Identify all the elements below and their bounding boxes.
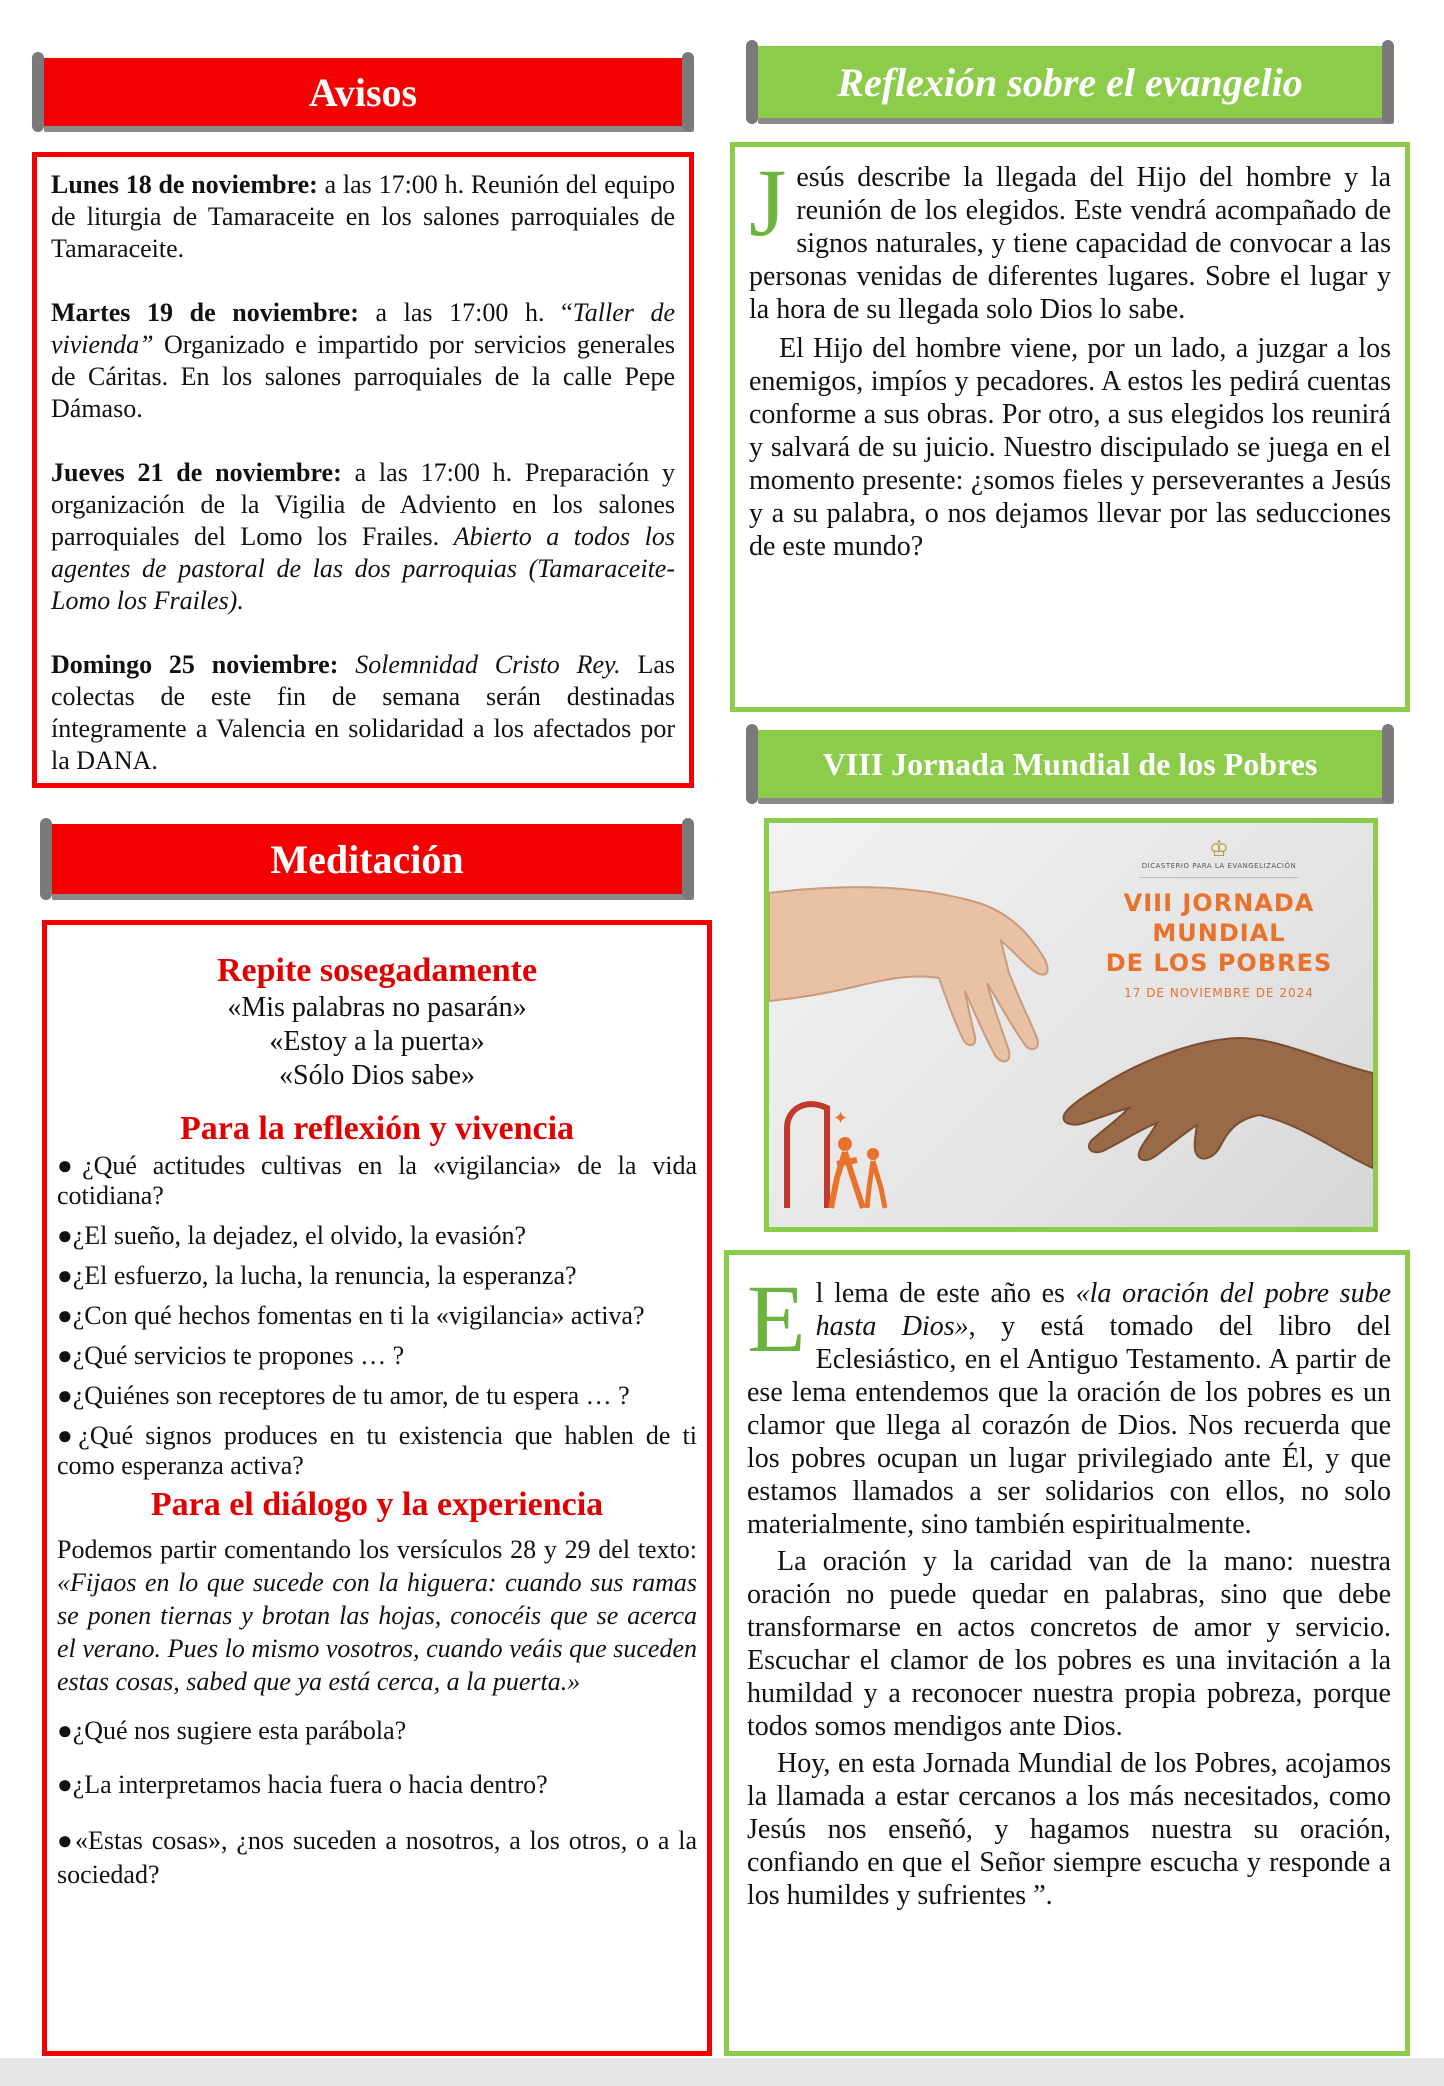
jornada-logo — [787, 1104, 885, 1208]
meditacion-box — [42, 920, 712, 2056]
dialogo-bullet: ●«Estas cosas», ¿nos suceden a nosotros, a los otros, o a la sociedad? — [57, 1826, 697, 1889]
reflexion-paragraph: Jesús describe la llegada del Hijo del hombre y la reunión de los elegidos. Este vendrá acompañado de signos naturales, y tiene capacidad de convocar a las personas venidas de diferentes lugares. Sobre el lugar y la hora de su llegada solo Dios lo sabe. — [749, 149, 1391, 325]
poster-headline: VIII JORNADA MUNDIAL DE LOS POBRES — [1105, 889, 1333, 977]
dialogo-bullet: ●¿Qué nos sugiere esta parábola? — [57, 1716, 407, 1745]
jornada-paragraph: La oración y la caridad van de la mano: nuestra oración no puede quedar en palabras, sino que debe transformarse en actos concretos de amor y servicio. Escuchar el clamor de los pobres es una invitación a la humildad y a reconocer nuestra propia pobreza, porque todos somos mendigos ante Dios. — [747, 1546, 1391, 1742]
reflexion-bullet: ●¿Qué signos produces en tu existencia que hablen de ti como esperanza activa? — [57, 1421, 697, 1480]
aviso-item: Lunes 18 de noviembre: a las 17:00 h. Reunión del equipo de liturgia de Tamaraceite en los salones parroquiales de Tamaraceite. — [51, 170, 676, 263]
vatican-crest-icon: ♔ — [1209, 836, 1229, 861]
repite-line: «Sólo Dios sabe» — [279, 1060, 475, 1091]
dialogo-bullet: ●¿La interpretamos hacia fuera o hacia dentro? — [57, 1770, 548, 1799]
avisos-box — [32, 152, 694, 788]
repite-line: «Mis palabras no pasarán» — [227, 992, 527, 1023]
reflexion-bullet: ●¿Qué actitudes cultivas en la «vigilancia» de la vida cotidiana? — [57, 1151, 697, 1210]
reflexion-box — [730, 142, 1410, 712]
meditacion-banner — [46, 824, 688, 894]
dialogo-text: Podemos partir comentando los versículos 28 y 29 del texto: «Fijaos en lo que sucede con la higuera: cuando sus ramas se ponen tiernas y brotan las hojas, conocéis que se acerca el verano. Pues lo mismo vosotros, cuando veáis que suceden estas cosas, sabed que ya está cerca, a la puerta.» — [57, 1535, 697, 1696]
aviso-item: Domingo 25 noviembre: Solemnidad Cristo Rey. Las colectas de este fin de semana serán destinadas íntegramente a Valencia en solidaridad a los afectados por la DANA. — [51, 650, 675, 775]
jornada-paragraph: Hoy, en esta Jornada Mundial de los Pobres, acojamos la llamada a estar cercanos a los más necesitados, como Jesús nos enseñó, y hagamos nuestra su oración, confiando en que el Señor siempre escucha y responde a los humildes y sufrientes ”. — [747, 1748, 1391, 1911]
dropcap-e: E — [747, 1265, 806, 1372]
avisos-title: Avisos — [308, 69, 418, 115]
reflexion-bullet: ●¿El esfuerzo, la lucha, la renuncia, la esperanza? — [57, 1261, 577, 1290]
reflexion-bullet: ●¿Con qué hechos fomentas en ti la «vigilancia» activa? — [57, 1301, 645, 1330]
jornada-box — [724, 1250, 1410, 2056]
avisos-banner — [38, 58, 688, 126]
jornada-title: VIII Jornada Mundial de los Pobres — [822, 745, 1318, 782]
svg-text:✦: ✦ — [833, 1108, 849, 1129]
aviso-item: Martes 19 de noviembre: a las 17:00 h. “Taller de vivienda” Organizado e impartido por servicios generales de Cáritas. En los salones parroquiales de la calle Pepe Dámaso. — [51, 298, 676, 423]
reflexion-banner — [752, 46, 1388, 118]
reflexion-bullet: ●¿Quiénes son receptores de tu amor, de tu espera … ? — [57, 1381, 630, 1410]
jornada-banner — [752, 730, 1388, 798]
page-footer-bar — [0, 2058, 1444, 2086]
reflexion-vivencia-heading: Para la reflexión y vivencia — [179, 1110, 575, 1147]
repite-line: «Estoy a la puerta» — [269, 1026, 485, 1057]
aviso-item: Jueves 21 de noviembre: a las 17:00 h. Preparación y organización de la Vigilia de Adviento en los salones parroquiales del Lomo los Frailes. Abierto a todos los agentes de pastoral de las dos parroquias (Tamaraceite- Lomo los Frailes). — [51, 458, 676, 615]
jornada-paragraph: El lema de este año es «la oración del pobre sube hasta Dios», y está tomado del libro del Eclesiástico, en el Antiguo Testamento. A partir de ese lema entendemos que la oración de los pobres es un clamor que llega al corazón de Dios. Nos recuerda que los pobres ocupan un lugar privilegiado ante Él, y que estamos llamados a ser solidarios con ellos, no solo materialmente, sino también espiritualmente. — [747, 1265, 1392, 1540]
jornada-poster — [764, 818, 1378, 1232]
poster-date: 17 DE NOVIEMBRE DE 2024 — [1124, 986, 1314, 1000]
reflexion-bullet: ●¿El sueño, la dejadez, el olvido, la evasión? — [57, 1221, 527, 1250]
reflexion-paragraph: El Hijo del hombre viene, por un lado, a juzgar a los enemigos, impíos y pecadores. A estos les pedirá cuentas conforme a sus obras. Por otro, a sus elegidos los reunirá y salvará de su juicio. Nuestro discipulado se juega en el momento presente: ¿somos fieles y perseverantes a Jesús y a su palabra, o nos dejamos llevar por las seducciones de este mundo? — [749, 333, 1391, 562]
repite-heading: Repite sosegadamente — [216, 952, 538, 989]
dropcap-j: J — [749, 149, 787, 256]
reflexion-title: Reflexión sobre el evangelio — [837, 59, 1303, 105]
dialogo-heading: Para el diálogo y la experiencia — [150, 1486, 604, 1523]
poster-dicastery: DICASTERIO PARA LA EVANGELIZACIÓN — [1141, 862, 1297, 870]
meditacion-title: Meditación — [270, 836, 464, 882]
reflexion-bullet: ●¿Qué servicios te propones … ? — [57, 1341, 405, 1370]
